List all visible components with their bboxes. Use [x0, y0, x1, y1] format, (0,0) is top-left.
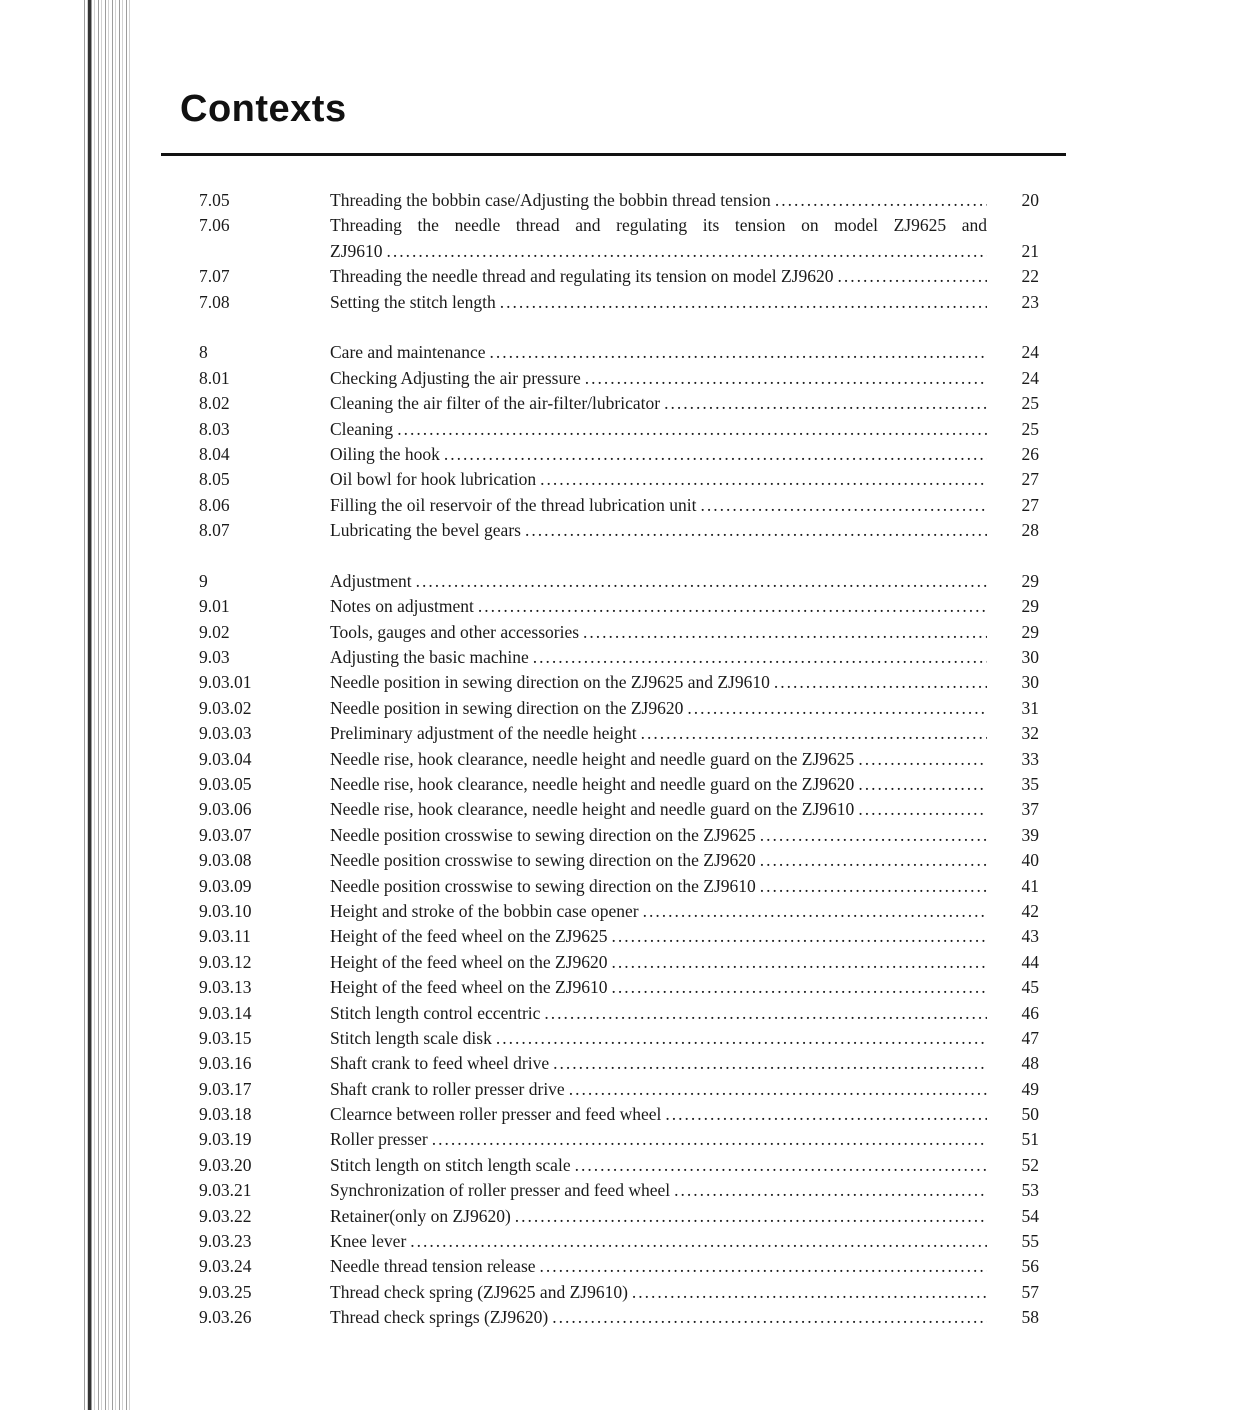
toc-entry-title-area — [330, 772, 987, 797]
toc-entry-number: 9.03.11 — [199, 926, 251, 947]
toc-entry[interactable] — [199, 1102, 1039, 1127]
toc-entry[interactable] — [199, 264, 1039, 289]
toc-entry[interactable] — [199, 1305, 1039, 1330]
toc-entry-number: 8.03 — [199, 418, 230, 439]
toc-entry[interactable] — [199, 1204, 1039, 1229]
toc-entry-title-area — [330, 1305, 987, 1330]
toc-entry-title: Height of the feed wheel on the ZJ9620 — [330, 951, 608, 972]
toc-entry-title-area — [330, 467, 987, 492]
toc-entry-page: 21 — [1021, 240, 1039, 261]
toc-entry-title: Thread check springs (ZJ9620) — [330, 1307, 549, 1328]
dot-leader — [760, 874, 987, 899]
toc-entry-page: 51 — [1021, 1129, 1039, 1150]
toc-entry-page: 24 — [1021, 342, 1039, 363]
toc-entry-title: Checking Adjusting the air pressure — [330, 367, 581, 388]
toc-entry-title-area — [330, 874, 987, 899]
toc-entry-number: 8.06 — [199, 494, 230, 515]
toc-entry-title: Needle position crosswise to sewing direction on the ZJ9610 — [330, 875, 756, 896]
toc-entry[interactable] — [199, 899, 1039, 924]
toc-entry-number: 8 — [199, 342, 208, 363]
binding-edge — [88, 0, 91, 1410]
toc-entry-number: 9.03.24 — [199, 1256, 252, 1277]
toc-entry-page: 56 — [1021, 1256, 1039, 1277]
toc-entry-title: Oil bowl for hook lubrication — [330, 469, 537, 490]
toc-entry-page: 27 — [1021, 494, 1039, 515]
toc-entry-title-area — [330, 670, 987, 695]
toc-entry-title-area — [330, 417, 987, 442]
toc-entry-title: Synchronization of roller presser and feed wheel — [330, 1180, 671, 1201]
toc-entry[interactable] — [199, 772, 1039, 797]
toc-entry-page: 29 — [1021, 596, 1039, 617]
toc-entry-title: Height of the feed wheel on the ZJ9625 — [330, 926, 608, 947]
toc-entry-title: Tools, gauges and other accessories — [330, 621, 580, 642]
toc-entry-title-area — [330, 823, 987, 848]
dot-leader — [489, 340, 987, 365]
toc-entry-title: Setting the stitch length — [330, 291, 496, 312]
toc-entry[interactable] — [199, 518, 1039, 543]
toc-entry-number: 9.03.15 — [199, 1027, 252, 1048]
toc-entry-title-area — [330, 391, 987, 416]
dot-leader — [500, 290, 987, 315]
toc-entry-number: 9.03.06 — [199, 799, 252, 820]
toc-entry-page: 58 — [1021, 1307, 1039, 1328]
toc-entry-number: 9.03.19 — [199, 1129, 252, 1150]
toc-entry-number: 9.03.20 — [199, 1154, 252, 1175]
dot-leader — [397, 417, 987, 442]
toc-entry-title-area — [330, 594, 987, 619]
toc-entry-title: Notes on adjustment — [330, 596, 474, 617]
toc-entry-title-area — [330, 645, 987, 670]
toc-entry-number: 9.03.01 — [199, 672, 252, 693]
toc-entry-page: 26 — [1021, 443, 1039, 464]
toc-entry-title: Needle position in sewing direction on the ZJ9620 — [330, 697, 684, 718]
dot-leader — [410, 1229, 987, 1254]
toc-entry-title: Care and maintenance — [330, 342, 486, 363]
dot-leader — [858, 772, 987, 797]
toc-entry-title-area — [330, 366, 987, 391]
toc-entry-title: Adjustment — [330, 570, 412, 591]
toc-entry[interactable] — [199, 696, 1039, 721]
toc-entry-title: Preliminary adjustment of the needle height — [330, 723, 637, 744]
toc-entry[interactable] — [199, 620, 1039, 645]
toc-entry-page: 35 — [1021, 773, 1039, 794]
dot-leader — [612, 975, 988, 1000]
toc-entry[interactable] — [199, 1051, 1039, 1076]
dot-leader — [540, 467, 987, 492]
toc-entry-page: 29 — [1021, 621, 1039, 642]
toc-entry-page: 25 — [1021, 418, 1039, 439]
toc-entry[interactable] — [199, 747, 1039, 772]
toc-entry-page: 20 — [1021, 189, 1039, 210]
dot-leader — [674, 1178, 987, 1203]
dot-leader — [552, 1305, 987, 1330]
dot-leader — [444, 442, 987, 467]
toc-entry[interactable] — [199, 924, 1039, 949]
toc-entry-title-area — [330, 442, 987, 467]
toc-entry-title-area — [330, 950, 987, 975]
dot-leader — [632, 1280, 987, 1305]
dot-leader — [760, 848, 987, 873]
toc-entry-title: Threading the bobbin case/Adjusting the bobbin thread tension — [330, 189, 771, 210]
toc-entry-title-area — [330, 213, 987, 264]
toc-entry-number: 9 — [199, 570, 208, 591]
page-title: Contexts — [180, 88, 347, 130]
toc-entry-number: 8.02 — [199, 393, 230, 414]
toc-entry-number: 9.03.08 — [199, 850, 252, 871]
dot-leader — [612, 950, 988, 975]
toc-entry-page: 24 — [1021, 367, 1039, 388]
dot-leader — [533, 645, 987, 670]
toc-entry[interactable] — [199, 950, 1039, 975]
toc-entry-title-area — [330, 797, 987, 822]
toc-entry-title-area — [330, 340, 987, 365]
toc-entry-title: Stitch length control eccentric — [330, 1002, 541, 1023]
toc-entry-title: Height of the feed wheel on the ZJ9610 — [330, 977, 608, 998]
toc-entry-page: 25 — [1021, 393, 1039, 414]
toc-entry-number: 9.03.22 — [199, 1205, 252, 1226]
toc-entry-number: 7.05 — [199, 190, 230, 210]
toc-entry[interactable] — [199, 1001, 1039, 1026]
dot-leader — [687, 696, 987, 721]
toc-entry-title: Filling the oil reservoir of the thread lubrication unit — [330, 494, 697, 515]
toc-entry-title-area — [330, 518, 987, 543]
toc-entry[interactable] — [199, 1254, 1039, 1279]
toc-entry-title-area — [330, 747, 987, 772]
toc-entry-title: Needle position in sewing direction on the ZJ9625 and ZJ9610 — [330, 672, 770, 693]
toc-entry-title-area — [330, 1204, 987, 1229]
toc-entry[interactable] — [199, 213, 1039, 264]
toc-entry-page: 42 — [1021, 900, 1039, 921]
toc-entry-title: Needle thread tension release — [330, 1256, 536, 1277]
toc-entry-page: 46 — [1021, 1002, 1039, 1023]
toc-entry-title-area — [330, 1153, 987, 1178]
dot-leader — [641, 721, 987, 746]
toc-entry-number: 9.03.12 — [199, 951, 252, 972]
toc-entry-number: 9.03.10 — [199, 900, 252, 921]
toc-entry[interactable] — [199, 670, 1039, 695]
dot-leader — [837, 264, 987, 289]
toc-entry-title-area — [330, 1051, 987, 1076]
toc-entry-number: 9.03.26 — [199, 1307, 252, 1328]
toc-entry-page: 37 — [1021, 799, 1039, 820]
dot-leader — [387, 239, 988, 264]
toc-entry-page: 41 — [1021, 875, 1039, 896]
toc-entry-number: 9.03.16 — [199, 1053, 252, 1074]
toc-entry[interactable] — [199, 823, 1039, 848]
toc-entry[interactable] — [199, 417, 1039, 442]
toc-entry-title: Threading the needle thread and regulating its tension on model ZJ9620 — [330, 266, 834, 287]
toc-entry-number: 9.03.25 — [199, 1281, 252, 1302]
toc-entry-number: 9.03.04 — [199, 748, 252, 769]
dot-leader — [416, 569, 987, 594]
toc-entry-page: 30 — [1021, 647, 1039, 668]
toc-entry-number: 9.03.05 — [199, 774, 252, 794]
toc-entry-page: 27 — [1021, 469, 1039, 490]
dot-leader — [643, 899, 987, 924]
toc-entry-title-area — [330, 1102, 987, 1127]
toc-entry[interactable] — [199, 1127, 1039, 1152]
toc-entry-title-area — [330, 696, 987, 721]
toc-entry-page: 33 — [1021, 748, 1039, 769]
toc-entry-title-area — [330, 1254, 987, 1279]
toc-entry[interactable] — [199, 1178, 1039, 1203]
toc-entry-page: 43 — [1021, 926, 1039, 947]
toc-entry-title: Height and stroke of the bobbin case opener — [330, 900, 639, 921]
toc-entry-title-area — [330, 264, 987, 289]
dot-leader — [575, 1153, 987, 1178]
dot-leader — [515, 1204, 987, 1229]
toc-entry-title-area — [330, 1001, 987, 1026]
dot-leader — [496, 1026, 987, 1051]
toc-entry-title-area — [330, 493, 987, 518]
toc-entry-title-area — [330, 290, 987, 315]
dot-leader — [775, 188, 987, 213]
toc-entry-title: Needle rise, hook clearance, needle height and needle guard on the ZJ9625 — [330, 748, 855, 769]
toc-entry[interactable] — [199, 1153, 1039, 1178]
dot-leader — [540, 1254, 987, 1279]
toc-entry-number: 7.08 — [199, 291, 230, 312]
toc-entry-number: 9.03.23 — [199, 1231, 252, 1252]
toc-entry-page: 30 — [1021, 672, 1039, 693]
dot-leader — [544, 1001, 987, 1026]
toc-entry-title: Stitch length on stitch length scale — [330, 1154, 571, 1175]
toc-entry-title: Thread check spring (ZJ9625 and ZJ9610) — [330, 1281, 628, 1302]
toc-entry[interactable] — [199, 366, 1039, 391]
toc-entry[interactable] — [199, 391, 1039, 416]
table-of-contents — [199, 188, 1039, 1331]
toc-entry-title-area — [330, 721, 987, 746]
toc-entry-page: 57 — [1021, 1281, 1039, 1302]
toc-entry-number: 9.03.03 — [199, 723, 252, 744]
dot-leader — [664, 391, 987, 416]
toc-entry-page: 49 — [1021, 1078, 1039, 1099]
dot-leader — [553, 1051, 987, 1076]
toc-entry-number: 7.06 — [199, 215, 230, 236]
toc-entry-title: Shaft crank to roller presser drive — [330, 1078, 565, 1099]
toc-entry-title: Cleaning — [330, 418, 394, 439]
toc-entry-title-area — [330, 1077, 987, 1102]
dot-leader — [665, 1102, 987, 1127]
toc-entry-page: 28 — [1021, 520, 1039, 541]
dot-leader — [525, 518, 987, 543]
toc-entry[interactable] — [199, 1229, 1039, 1254]
toc-entry-page: 44 — [1021, 951, 1039, 972]
dot-leader — [700, 493, 987, 518]
toc-entry[interactable] — [199, 1077, 1039, 1102]
toc-entry[interactable] — [199, 594, 1039, 619]
dot-leader — [858, 747, 987, 772]
toc-entry-number: 9.03.09 — [199, 875, 252, 896]
toc-entry[interactable] — [199, 467, 1039, 492]
toc-entry[interactable] — [199, 340, 1039, 365]
toc-entry-title: Retainer(only on ZJ9620) — [330, 1205, 511, 1226]
dot-leader — [478, 594, 987, 619]
toc-entry[interactable] — [199, 569, 1039, 594]
toc-entry-page: 45 — [1021, 977, 1039, 998]
toc-entry[interactable] — [199, 290, 1039, 315]
toc-entry-number: 9.03.13 — [199, 977, 252, 998]
toc-entry-number: 9.02 — [199, 621, 230, 642]
toc-entry-title: Adjusting the basic machine — [330, 647, 529, 668]
toc-entry-number: 8.04 — [199, 443, 230, 464]
toc-entry-title: Threading the needle thread and regulating its tension on model ZJ9625 and — [330, 215, 987, 236]
dot-leader — [858, 797, 987, 822]
dot-leader — [774, 670, 987, 695]
toc-entry-title-area — [330, 924, 987, 949]
toc-entry-number: 9.03.07 — [199, 824, 252, 845]
toc-entry-title-area — [330, 1229, 987, 1254]
toc-entry-number: 8.01 — [199, 367, 230, 388]
toc-entry-page: 29 — [1021, 570, 1039, 591]
toc-entry[interactable] — [199, 721, 1039, 746]
toc-entry[interactable] — [199, 797, 1039, 822]
toc-entry-page: 55 — [1021, 1231, 1039, 1252]
toc-entry-number: 9.03.18 — [199, 1104, 252, 1125]
dot-leader — [585, 366, 987, 391]
toc-entry[interactable] — [199, 442, 1039, 467]
toc-entry-title-area — [330, 848, 987, 873]
toc-entry-page: 53 — [1021, 1180, 1039, 1201]
toc-entry[interactable] — [199, 874, 1039, 899]
toc-entry-title-area — [330, 569, 987, 594]
toc-entry-title-area — [330, 975, 987, 1000]
toc-entry[interactable] — [199, 1026, 1039, 1051]
dot-leader — [432, 1127, 987, 1152]
toc-entry-title-area — [330, 1026, 987, 1051]
toc-entry-title: Roller presser — [330, 1129, 428, 1150]
toc-entry-title: Needle rise, hook clearance, needle height and needle guard on the ZJ9620 — [330, 773, 855, 794]
toc-entry-page: 22 — [1021, 266, 1039, 287]
toc-entry-number: 8.05 — [199, 469, 230, 490]
toc-entry-title: Shaft crank to feed wheel drive — [330, 1053, 550, 1074]
toc-entry-title-area — [330, 1280, 987, 1305]
toc-entry-number: 9.03.02 — [199, 697, 252, 718]
toc-entry[interactable] — [199, 188, 1039, 213]
toc-entry-number: 7.07 — [199, 266, 230, 287]
toc-entry-page: 54 — [1021, 1205, 1039, 1226]
toc-entry[interactable] — [199, 848, 1039, 873]
toc-entry-page: 32 — [1021, 723, 1039, 744]
toc-entry-title: Needle position crosswise to sewing direction on the ZJ9620 — [330, 850, 756, 871]
toc-entry-title-area — [330, 1127, 987, 1152]
toc-entry-title: Needle position crosswise to sewing direction on the ZJ9625 — [330, 824, 756, 845]
toc-entry-title: Stitch length scale disk — [330, 1027, 492, 1048]
toc-entry-title: Lubricating the bevel gears — [330, 520, 521, 541]
toc-entry-number: 9.03.14 — [199, 1002, 252, 1023]
toc-entry-page: 47 — [1021, 1027, 1039, 1048]
toc-entry-title: Needle rise, hook clearance, needle height and needle guard on the ZJ9610 — [330, 799, 855, 820]
toc-entry[interactable] — [199, 493, 1039, 518]
toc-entry-page: 23 — [1021, 291, 1039, 312]
toc-entry-number: 8.07 — [199, 520, 230, 541]
toc-entry-number: 9.01 — [199, 596, 230, 617]
dot-leader — [612, 924, 988, 949]
toc-entry-title: Cleaning the air filter of the air-filter/lubricator — [330, 393, 661, 414]
title-rule — [161, 153, 1066, 156]
toc-entry-title: Knee lever — [330, 1231, 407, 1252]
dot-leader — [583, 620, 987, 645]
toc-entry-page: 31 — [1021, 697, 1039, 718]
toc-entry[interactable] — [199, 645, 1039, 670]
toc-entry-title: Clearnce between roller presser and feed wheel — [330, 1104, 662, 1125]
toc-entry-title-area — [330, 188, 987, 213]
toc-entry-page: 39 — [1021, 824, 1039, 845]
toc-entry-title: Oiling the hook — [330, 443, 440, 464]
dot-leader — [760, 823, 987, 848]
toc-entry-number: 9.03.21 — [199, 1180, 252, 1201]
toc-entry[interactable] — [199, 1280, 1039, 1305]
toc-entry-page: 52 — [1021, 1154, 1039, 1175]
toc-entry-page: 40 — [1021, 850, 1039, 871]
toc-entry-number: 9.03.17 — [199, 1078, 252, 1099]
toc-entry[interactable] — [199, 975, 1039, 1000]
dot-leader — [569, 1077, 987, 1102]
toc-entry-title-continued: ZJ9610 — [330, 240, 383, 261]
toc-entry-title-area — [330, 899, 987, 924]
toc-entry-page: 50 — [1021, 1104, 1039, 1125]
toc-entry-number: 9.03 — [199, 647, 230, 668]
toc-entry-page: 48 — [1021, 1053, 1039, 1074]
toc-entry-title-area — [330, 620, 987, 645]
toc-entry-title-area — [330, 1178, 987, 1203]
